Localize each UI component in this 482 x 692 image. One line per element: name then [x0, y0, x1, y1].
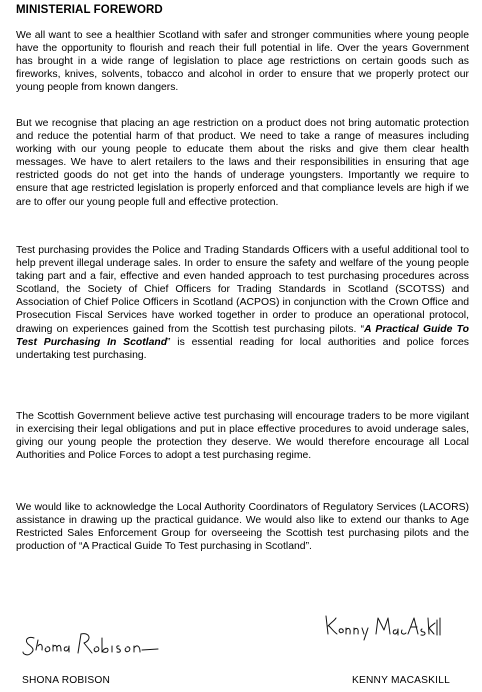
signature-shona-robison: [20, 628, 160, 662]
paragraph-government-belief: The Scottish Government believe active test purchasing will encourage traders to be more vigilant in exercising their legal obligations and put in place effective procedures to avoid underage sales, giving our young people the protection they deserve. We would therefore encourage all Local Authorities and Police Forces to adopt a test purchasing regime.: [16, 411, 469, 462]
signatory-left-name: SHONA ROBISON: [22, 675, 111, 686]
signature-right-text: Kenny MacAskill: [322, 612, 330, 613]
paragraph-intro: We all want to see a healthier Scotland with safer and stronger communities where young people have the opportunity to flourish and reach their full potential in life. Over the years Government has brought in a wide range of legislation to place age restrictions on certain goods such as fireworks, knives, solvents, tobacco and alcohol in order to ensure that we properly protect our young people from known dangers.: [16, 30, 469, 94]
page-title: MINISTERIAL FOREWORD: [16, 4, 163, 16]
paragraph-test-purchasing-part2: ” is essential reading for local authorities and police forces undertaking test purchasing.: [16, 336, 469, 361]
guide-title-emphasis: A Practical Guide To Test Purchasing In Scotland: [16, 323, 469, 348]
paragraph-test-purchasing-part1: Test purchasing provides the Police and Trading Standards Officers with a useful additional tool to help prevent illegal underage sales. In order to ensure the safety and welfare of the young people taking part and a fair, effective and even handed approach to test purchasing procedures across Scotland, the Society of Chief Officers for Trading Standards in Scotland (SCOTSS) and Association of Chief Police Officers in Scotland (ACPOS) in conjunction with the Crown Office and Prosecution Fiscal Services have worked together in order to produce an operational protocol, drawing on experiences gained from the Scottish test purchasing pilots. “: [16, 245, 469, 335]
signatory-right-name: KENNY MACASKILL: [352, 675, 450, 686]
signature-kenny-macaskill: [322, 612, 442, 642]
paragraph-measures: But we recognise that placing an age restriction on a product does not bring automatic protection and reduce the potential harm of that product. We need to take a range of measures including working with our young people to educate them about the risks and give them clear health messages. We have to alert retailers to the laws and their responsibilities in ensuring that age restricted goods do not get into the hands of underage youngsters. Importantly we require to ensure that age restricted legislation is properly enforced and that compliance levels are high if we are to offer our young people full and effective protection.: [16, 118, 469, 208]
signature-left-text: Shona Robison: [20, 628, 27, 629]
paragraph-test-purchasing: [16, 244, 469, 362]
paragraph-acknowledgements: We would like to acknowledge the Local Authority Coordinators of Regulatory Services (LACORS) assistance in drawing up the practical guidance. We would also like to extend our thanks to Age Restricted Sales Enforcement Group for overseeing the Scottish test purchasing pilots and the production of “A Practical Guide To Test purchasing in Scotland”.: [16, 502, 469, 553]
